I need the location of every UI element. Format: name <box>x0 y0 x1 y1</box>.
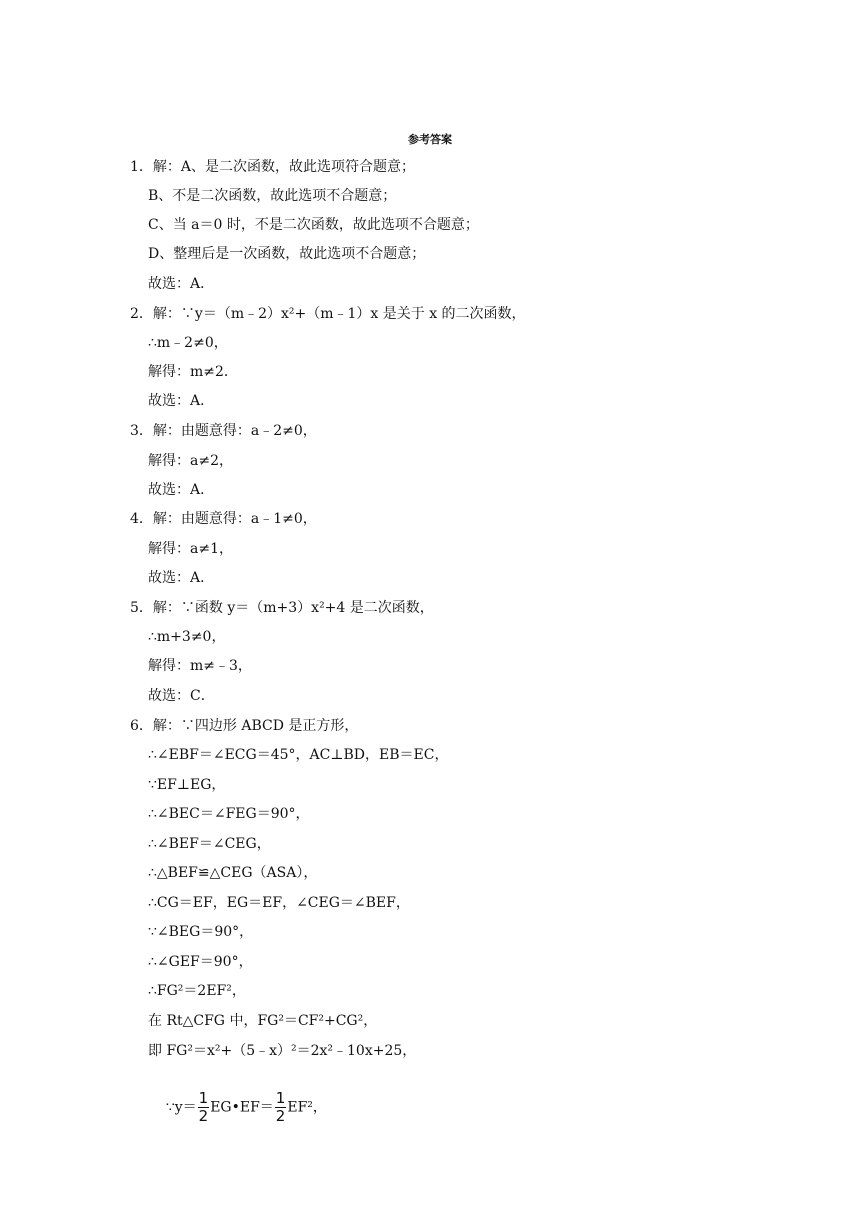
answer-6-step-2: ∵EF⊥EG， <box>148 777 226 793</box>
answer-1-choice: 故选：A． <box>148 276 215 292</box>
answer-5-choice: 故选：C． <box>148 688 215 704</box>
answer-4-line: 4．解：由题意得：a﹣1≠0， <box>130 511 317 527</box>
answer-3-solve: 解得：a≠2， <box>148 453 233 469</box>
formula-middle: EG•EF＝ <box>210 1099 274 1116</box>
answer-1-option-b: B、不是二次函数，故此选项不合题意； <box>148 188 397 204</box>
answer-5-line: 5．解：∵函数 y＝（m+3）x²+4 是二次函数， <box>130 600 434 616</box>
answer-1-option-d: D、整理后是一次函数，故此选项不合题意； <box>148 246 426 262</box>
answer-1-option-c: C、当 a＝0 时，不是二次函数，故此选项不合题意； <box>148 217 479 233</box>
formula-suffix: EF²， <box>287 1099 327 1116</box>
answer-2-line: 2．解：∵y＝（m﹣2）x²+（m﹣1）x 是关于 x 的二次函数， <box>130 306 526 322</box>
fraction-numerator: 1 <box>275 1089 286 1107</box>
answer-3-line: 3．解：由题意得：a﹣2≠0， <box>130 423 317 439</box>
answer-6-step-8: ∴∠GEF＝90°， <box>148 954 253 970</box>
answer-4-solve: 解得：a≠1， <box>148 541 233 557</box>
answer-6-area-formula <box>148 1070 327 1125</box>
answer-5-step: ∴m+3≠0， <box>148 629 226 645</box>
fraction-numerator: 1 <box>198 1089 209 1107</box>
answer-6-step-5: ∴△BEF≌△CEG（ASA）， <box>148 865 318 881</box>
formula-prefix: ∵y＝ <box>165 1099 197 1116</box>
answer-4-choice: 故选：A． <box>148 570 215 586</box>
answer-2-choice: 故选：A． <box>148 393 215 409</box>
answer-2-step: ∴m﹣2≠0， <box>148 335 228 351</box>
fraction-one-half <box>198 1090 210 1125</box>
answer-3-choice: 故选：A． <box>148 482 215 498</box>
answer-6-step-9: ∴FG²＝2EF²， <box>148 983 246 999</box>
answer-2-solve: 解得：m≠2． <box>148 364 238 380</box>
answer-6-step-1: ∴∠EBF＝∠ECG＝45°，AC⊥BD，EB＝EC， <box>148 747 449 763</box>
answer-6-step-4: ∴∠BEF＝∠CEG， <box>148 836 271 852</box>
answer-6-step-11: 即 FG²＝x²+（5﹣x）²＝2x²﹣10x+25， <box>148 1043 417 1059</box>
answer-6-step-10: 在 Rt△CFG 中，FG²＝CF²+CG²， <box>148 1013 378 1029</box>
fraction-denominator: 2 <box>198 1107 209 1125</box>
answer-6-line: 6．解：∵四边形 ABCD 是正方形， <box>130 718 359 734</box>
fraction-one-half <box>275 1090 287 1125</box>
fraction-denominator: 2 <box>275 1107 286 1125</box>
answer-6-step-3: ∴∠BEC＝∠FEG＝90°， <box>148 806 310 822</box>
answer-1-line: 1．解：A、是二次函数，故此选项符合题意； <box>130 159 416 175</box>
page-title: 参考答案 <box>408 133 452 146</box>
answer-5-solve: 解得：m≠﹣3， <box>148 658 252 674</box>
answer-6-step-7: ∵∠BEG＝90°， <box>148 924 254 940</box>
answer-6-step-6: ∴CG＝EF，EG＝EF，∠CEG＝∠BEF， <box>148 895 410 911</box>
